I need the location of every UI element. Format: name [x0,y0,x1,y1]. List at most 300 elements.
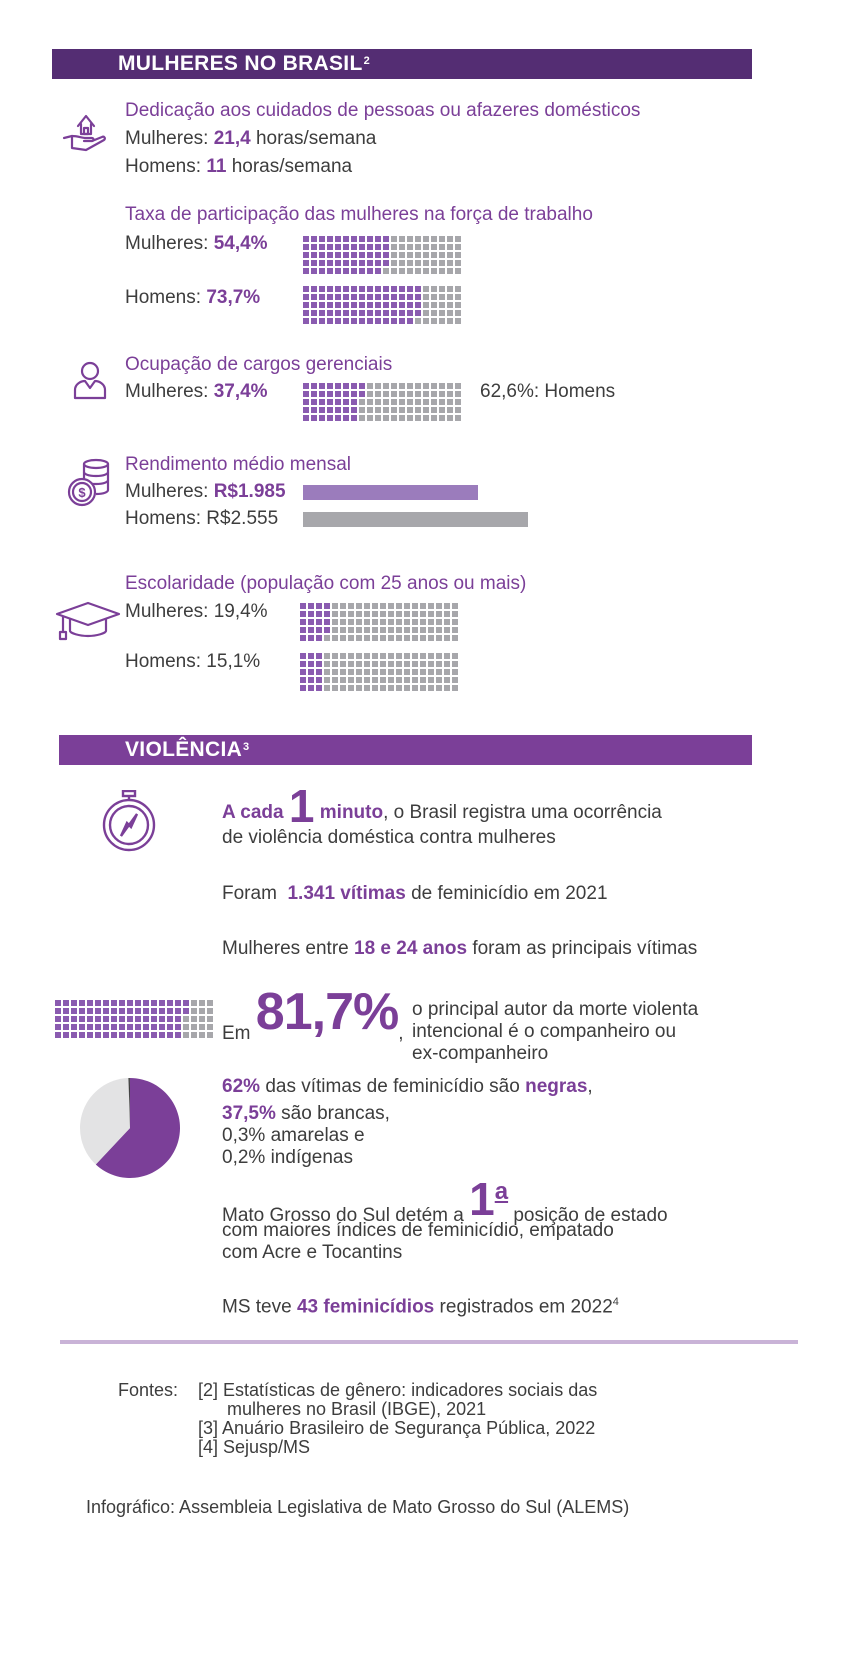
waffle-cell [103,1000,109,1006]
waffle-cell [324,685,330,691]
waffle-cell [407,294,413,300]
waffle-cell [364,635,370,641]
waffle-cell [428,685,434,691]
waffle-cell [340,653,346,659]
waffle-cell [343,252,349,258]
waffle-cell [375,302,381,308]
ms-value: 43 feminicídios [296,1296,435,1318]
waffle-cell [415,302,421,308]
waffle-cell [367,286,373,292]
waffle-cell [343,415,349,421]
section-title: MULHERES NO BRASIL [118,52,363,75]
waffle-cell [439,407,445,413]
waffle-cell [319,286,325,292]
waffle-cell [367,383,373,389]
waffle-cell [455,294,461,300]
waffle-cell [319,302,325,308]
waffle-cell [71,1032,77,1038]
waffle-cell [383,302,389,308]
waffle-cell [79,1000,85,1006]
waffle-cell [436,603,442,609]
waffle-cell [436,653,442,659]
waffle-cell [380,661,386,667]
waffle-cell [199,1024,205,1030]
waffle-cell [308,677,314,683]
waffle-cell [348,611,354,617]
waffle-cell [367,236,373,242]
sources-label: Fontes: [118,1380,179,1400]
waffle-cell [311,268,317,274]
waffle-cell [383,236,389,242]
waffle-cell [327,391,333,397]
waffle-cell [455,391,461,397]
waffle-cell [391,391,397,397]
waffle-cell [79,1024,85,1030]
waffle-cell [404,677,410,683]
waffle-cell [311,407,317,413]
svg-text:$: $ [78,485,86,500]
waffle-cell [452,685,458,691]
waffle-cell [447,310,453,316]
waffle-cell [372,669,378,675]
waffle-cell [316,669,322,675]
waffle-cell [359,391,365,397]
waffle-cell [431,407,437,413]
waffle-cell [316,653,322,659]
waffle-cell [367,294,373,300]
waffle-cell [356,619,362,625]
waffle-cell [343,268,349,274]
waffle-cell [311,415,317,421]
waffle-cell [407,383,413,389]
waffle-cell [431,260,437,266]
waffle-cell [415,415,421,421]
waffle-cell [367,260,373,266]
waffle-cell [452,669,458,675]
waffle-cell [447,244,453,250]
waffle-cell [375,399,381,405]
waffle-cell [423,268,429,274]
waffle-cell [175,1024,181,1030]
waffle-cell [431,252,437,258]
waffle-cell [319,415,325,421]
source-3: [3] Anuário Brasileiro de Segurança Pública, 2022 [198,1418,596,1438]
waffle-cell [311,252,317,258]
waffle-cell [407,286,413,292]
management-women-value: 37,4% [213,381,268,402]
income-women: Mulheres: R$1.985 [125,481,286,502]
waffle-cell [447,383,453,389]
waffle-cell [343,244,349,250]
labor-men-waffle [303,286,461,324]
waffle-cell [311,260,317,266]
waffle-cell [356,677,362,683]
waffle-cell [311,399,317,405]
management-heading: Ocupação de cargos gerenciais [125,354,393,375]
waffle-cell [399,302,405,308]
waffle-cell [356,635,362,641]
waffle-cell [415,252,421,258]
waffle-cell [367,268,373,274]
waffle-cell [452,619,458,625]
waffle-cell [439,399,445,405]
waffle-cell [447,236,453,242]
waffle-cell [191,1000,197,1006]
waffle-cell [367,252,373,258]
waffle-cell [431,244,437,250]
waffle-cell [428,603,434,609]
waffle-cell [303,286,309,292]
waffle-cell [332,603,338,609]
waffle-cell [319,399,325,405]
waffle-cell [367,415,373,421]
waffle-cell [300,661,306,667]
waffle-cell [343,286,349,292]
source-2-line1: [2] Estatísticas de gênero: indicadores sociais das [198,1380,598,1400]
author-line1: o principal autor da morte violenta [412,999,699,1020]
waffle-cell [423,415,429,421]
waffle-cell [383,268,389,274]
divider [60,1340,798,1344]
waffle-cell [303,399,309,405]
waffle-cell [447,318,453,324]
waffle-cell [55,1000,61,1006]
waffle-cell [388,677,394,683]
waffle-cell [55,1008,61,1014]
waffle-cell [391,383,397,389]
waffle-cell [423,407,429,413]
waffle-cell [396,653,402,659]
waffle-cell [372,611,378,617]
waffle-cell [79,1016,85,1022]
waffle-cell [340,669,346,675]
waffle-cell [159,1016,165,1022]
waffle-cell [63,1008,69,1014]
waffle-cell [127,1032,133,1038]
waffle-cell [348,653,354,659]
waffle-cell [308,611,314,617]
waffle-cell [372,677,378,683]
waffle-cell [396,611,402,617]
waffle-cell [380,685,386,691]
waffle-cell [127,1016,133,1022]
section-banner-mulheres [52,49,752,79]
income-heading: Rendimento médio mensal [125,454,352,475]
waffle-cell [399,244,405,250]
waffle-cell [367,318,373,324]
credit: Infográfico: Assembleia Legislativa de Mato Grosso do Sul (ALEMS) [86,1497,630,1517]
waffle-cell [455,244,461,250]
waffle-cell [348,661,354,667]
waffle-cell [436,677,442,683]
waffle-cell [151,1032,157,1038]
waffle-cell [404,685,410,691]
waffle-cell [95,1008,101,1014]
waffle-cell [335,294,341,300]
waffle-cell [332,627,338,633]
waffle-cell [407,318,413,324]
waffle-cell [391,286,397,292]
footnote-marker: 3 [243,741,250,753]
waffle-cell [167,1032,173,1038]
waffle-cell [367,407,373,413]
waffle-cell [415,286,421,292]
waffle-cell [335,268,341,274]
waffle-cell [207,1032,213,1038]
waffle-cell [311,391,317,397]
waffle-cell [444,619,450,625]
waffle-cell [311,244,317,250]
waffle-cell [143,1032,149,1038]
waffle-cell [372,603,378,609]
waffle-cell [332,653,338,659]
waffle-cell [364,677,370,683]
waffle-cell [319,294,325,300]
waffle-cell [364,685,370,691]
waffle-cell [455,236,461,242]
waffle-cell [412,677,418,683]
waffle-cell [415,391,421,397]
waffle-cell [335,260,341,266]
waffle-cell [436,611,442,617]
waffle-cell [356,653,362,659]
management-men: 62,6%: Homens [480,381,616,402]
waffle-cell [316,677,322,683]
waffle-cell [375,310,381,316]
race-line2: 37,5% são brancas, [222,1103,390,1124]
waffle-cell [383,399,389,405]
waffle-cell [399,391,405,397]
waffle-cell [335,318,341,324]
waffle-cell [311,302,317,308]
waffle-cell [447,286,453,292]
race-line3: 0,3% amarelas e [222,1125,365,1146]
waffle-cell [191,1016,197,1022]
waffle-cell [143,1016,149,1022]
waffle-cell [359,383,365,389]
waffle-cell [452,627,458,633]
waffle-cell [63,1024,69,1030]
waffle-cell [367,302,373,308]
waffle-cell [455,399,461,405]
waffle-cell [428,677,434,683]
waffle-cell [399,294,405,300]
waffle-cell [71,1016,77,1022]
domestic-heading: Dedicação aos cuidados de pessoas ou afazeres domésticos [125,100,641,121]
waffle-cell [367,310,373,316]
waffle-cell [159,1000,165,1006]
waffle-cell [199,1000,205,1006]
waffle-cell [303,318,309,324]
waffle-cell [348,619,354,625]
waffle-cell [327,407,333,413]
waffle-cell [412,653,418,659]
waffle-cell [303,294,309,300]
waffle-cell [444,677,450,683]
management-women: Mulheres: 37,4% [125,381,268,402]
waffle-cell [428,661,434,667]
waffle-cell [351,415,357,421]
income-women-value: R$1.985 [213,481,286,502]
waffle-cell [447,415,453,421]
waffle-cell [343,260,349,266]
waffle-cell [311,236,317,242]
waffle-cell [335,399,341,405]
waffle-cell [375,415,381,421]
waffle-cell [447,407,453,413]
waffle-cell [316,635,322,641]
waffle-cell [372,685,378,691]
labor-men: Homens: 73,7% [125,287,261,308]
waffle-cell [335,286,341,292]
waffle-cell [87,1032,93,1038]
waffle-cell [444,635,450,641]
waffle-cell [447,268,453,274]
waffle-cell [420,661,426,667]
income-women-bar [303,485,478,500]
waffle-cell [375,383,381,389]
waffle-cell [404,635,410,641]
waffle-cell [455,383,461,389]
waffle-cell [412,611,418,617]
waffle-cell [452,611,458,617]
waffle-cell [431,310,437,316]
waffle-cell [359,268,365,274]
waffle-cell [391,415,397,421]
waffle-cell [308,635,314,641]
section-banner-violencia [59,735,752,765]
age-text: Mulheres entre 18 e 24 anos foram as principais vítimas [222,938,698,959]
waffle-cell [404,611,410,617]
waffle-cell [303,252,309,258]
waffle-cell [300,653,306,659]
waffle-cell [375,407,381,413]
stopwatch-icon [100,790,158,852]
waffle-cell [455,302,461,308]
waffle-cell [63,1000,69,1006]
waffle-cell [375,236,381,242]
waffle-cell [439,302,445,308]
waffle-cell [407,260,413,266]
waffle-cell [423,286,429,292]
waffle-cell [308,603,314,609]
waffle-cell [431,391,437,397]
source-2-line2: mulheres no Brasil (IBGE), 2021 [227,1399,487,1419]
waffle-cell [399,318,405,324]
waffle-cell [407,415,413,421]
waffle-cell [183,1000,189,1006]
waffle-cell [455,252,461,258]
waffle-cell [375,391,381,397]
waffle-cell [327,252,333,258]
domestic-men: Homens: 11 horas/semana [125,156,353,177]
waffle-cell [372,619,378,625]
waffle-cell [375,294,381,300]
waffle-cell [428,635,434,641]
waffle-cell [300,619,306,625]
waffle-cell [383,286,389,292]
education-men-waffle [300,653,458,691]
waffle-cell [300,611,306,617]
waffle-cell [364,619,370,625]
waffle-cell [340,661,346,667]
waffle-cell [351,383,357,389]
waffle-cell [420,627,426,633]
waffle-cell [359,302,365,308]
waffle-cell [303,415,309,421]
waffle-cell [455,286,461,292]
waffle-cell [383,391,389,397]
waffle-cell [300,603,306,609]
education-heading: Escolaridade (população com 25 anos ou mais) [125,573,527,594]
waffle-cell [391,399,397,405]
waffle-cell [324,627,330,633]
waffle-cell [447,302,453,308]
waffle-cell [308,619,314,625]
waffle-cell [316,619,322,625]
waffle-cell [63,1016,69,1022]
waffle-cell [431,236,437,242]
waffle-cell [340,677,346,683]
waffle-cell [335,302,341,308]
waffle-cell [143,1024,149,1030]
waffle-cell [436,635,442,641]
waffle-cell [455,268,461,274]
waffle-cell [359,399,365,405]
waffle-cell [439,294,445,300]
waffle-cell [327,318,333,324]
waffle-cell [191,1008,197,1014]
waffle-cell [404,619,410,625]
waffle-cell [308,669,314,675]
waffle-cell [391,244,397,250]
waffle-cell [332,677,338,683]
waffle-cell [375,252,381,258]
ranking-line1: Mato Grosso do Sul detém a 1a posição de estado [222,1173,668,1226]
waffle-cell [396,635,402,641]
income-men-bar [303,512,528,527]
waffle-cell [420,653,426,659]
waffle-cell [332,611,338,617]
waffle-cell [391,407,397,413]
waffle-cell [388,661,394,667]
waffle-cell [348,677,354,683]
waffle-cell [367,244,373,250]
waffle-cell [380,627,386,633]
waffle-cell [423,399,429,405]
waffle-cell [428,669,434,675]
waffle-cell [151,1024,157,1030]
waffle-cell [396,685,402,691]
waffle-cell [159,1032,165,1038]
waffle-cell [175,1008,181,1014]
waffle-cell [447,391,453,397]
waffle-cell [343,302,349,308]
waffle-cell [407,268,413,274]
waffle-cell [412,661,418,667]
waffle-cell [151,1000,157,1006]
waffle-cell [415,244,421,250]
waffle-cell [367,399,373,405]
waffle-cell [332,619,338,625]
waffle-cell [372,653,378,659]
waffle-cell [324,669,330,675]
waffle-cell [455,415,461,421]
waffle-cell [207,1024,213,1030]
waffle-cell [436,685,442,691]
waffle-cell [391,268,397,274]
waffle-cell [111,1000,117,1006]
